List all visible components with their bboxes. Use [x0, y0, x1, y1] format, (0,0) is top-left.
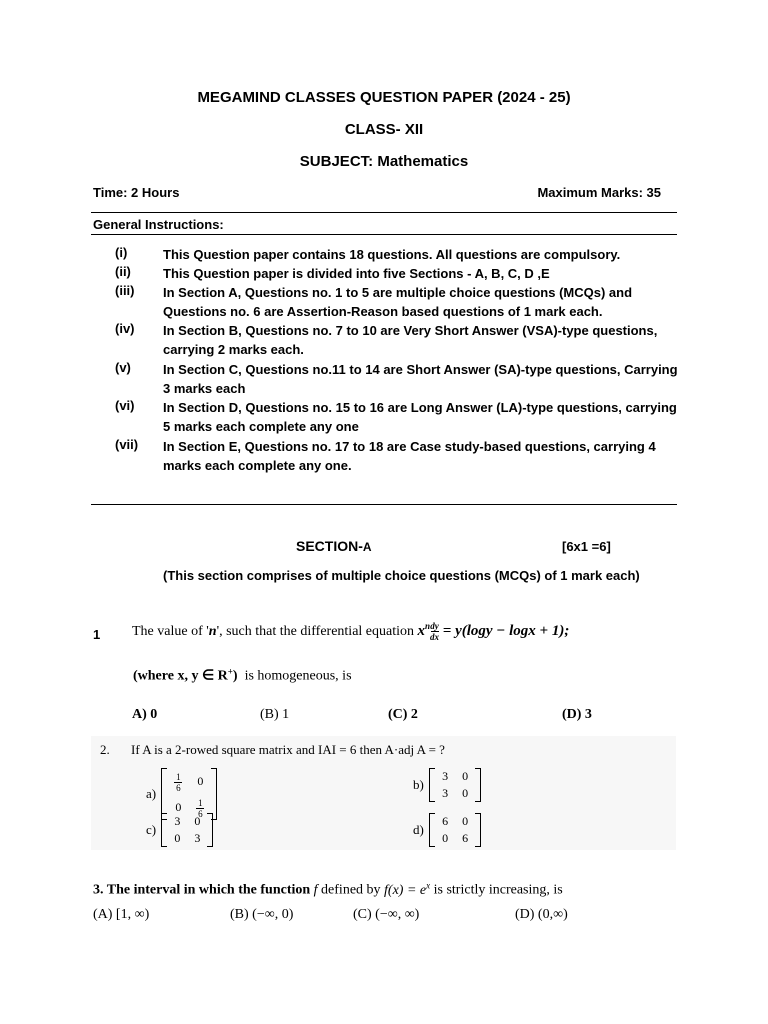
- q1-text-end: is homogeneous, is: [244, 668, 352, 684]
- question-1-where: [133, 666, 352, 685]
- instruction-text: In Section C, Questions no.11 to 14 are Short Answer (SA)-type questions, Carrying 3 marks each: [163, 362, 678, 396]
- divider: [91, 234, 677, 235]
- denominator: 6: [198, 809, 203, 819]
- section-a-description: (This section comprises of multiple choice questions (MCQs) of 1 mark each): [163, 568, 640, 583]
- q3-text-pre: 3. The interval in which the function: [93, 882, 311, 898]
- matrix-cell: 0: [462, 786, 469, 800]
- matrix-cell: 6: [442, 814, 449, 828]
- q1-where-end: ): [232, 668, 238, 684]
- instruction-num: (i): [115, 245, 128, 260]
- matrix-cell: 0: [197, 773, 204, 788]
- option-b: [413, 768, 481, 802]
- matrix: [429, 813, 481, 847]
- matrix: [161, 813, 213, 847]
- class-label: CLASS- XII: [344, 121, 424, 138]
- time-label: Time: 2 Hours: [93, 185, 180, 200]
- numerator: 1: [176, 772, 181, 782]
- instruction-text: In Section D, Questions no. 15 to 16 are Long Answer (LA)-type questions, carrying 5 marks each complete any one: [163, 400, 677, 434]
- instruction-text: This Question paper contains 18 questions. All questions are compulsory.: [163, 247, 621, 262]
- option-d: (D) 3: [562, 707, 592, 722]
- section-a-title: [296, 538, 372, 554]
- q1-where: (where x, y ∈ R: [133, 668, 228, 684]
- matrix-cell: 6: [462, 831, 469, 845]
- numerator: 1: [198, 798, 203, 808]
- q3-text-end: is strictly increasing, is: [433, 882, 563, 898]
- q3-f: f: [313, 882, 318, 898]
- instruction-num: (v): [115, 360, 131, 375]
- subject-value: Mathematics: [377, 153, 469, 170]
- option-a: (A) [1, ∞): [93, 907, 150, 922]
- instruction-text: In Section E, Questions no. 17 to 18 are Case study-based questions, carrying 4 marks each complete any one.: [163, 439, 656, 473]
- subject-label: SUBJECT:: [299, 153, 374, 170]
- question-3-text: [93, 880, 563, 899]
- matrix-cell: 0: [194, 814, 201, 828]
- max-marks-label: Maximum Marks: 35: [537, 185, 661, 200]
- divider: [91, 504, 677, 505]
- matrix-cell: 0: [462, 814, 469, 828]
- q1-text-pre: The value of ': [132, 624, 209, 639]
- instruction-num: (iii): [115, 283, 135, 298]
- option-d: (D) (0,∞): [515, 907, 568, 922]
- matrix-cell: 3: [194, 831, 201, 845]
- matrix-cell: 0: [175, 799, 182, 814]
- matrix-cell: 0: [442, 831, 449, 845]
- option-label: c): [146, 822, 157, 837]
- instruction-num: (vi): [115, 398, 135, 413]
- question-number: 2.: [100, 742, 110, 757]
- subject-line: [0, 153, 768, 170]
- section-title-text: SECTION-: [296, 538, 363, 554]
- denominator: 6: [176, 783, 181, 793]
- instruction-num: (iv): [115, 321, 135, 336]
- option-label: d): [413, 822, 424, 837]
- instruction-num: (ii): [115, 264, 131, 279]
- q1-text-mid: ', such that the differential equation: [216, 624, 414, 639]
- section-a-marks: [6x1 =6]: [562, 539, 611, 554]
- q1-var: n: [208, 624, 217, 639]
- instructions-heading: General Instructions:: [93, 217, 224, 232]
- q1-where-sup: +: [227, 666, 233, 676]
- section-letter: A: [362, 540, 372, 554]
- q3-text-mid: defined by: [321, 882, 381, 898]
- option-label: a): [146, 786, 157, 801]
- option-c: (C) (−∞, ∞): [353, 907, 420, 922]
- question-1-text: [132, 621, 569, 642]
- instruction-text: This Question paper is divided into five Sections - A, B, C, D ,E: [163, 266, 550, 281]
- matrix-cell: 3: [174, 814, 181, 828]
- instruction-num: (vii): [115, 437, 139, 452]
- option-label: b): [413, 777, 424, 792]
- question-2-text: If A is a 2-rowed square matrix and IAI = 6 then A·adj A = ?: [131, 742, 445, 757]
- differential-equation: $x^n$ $\frac{dy}{dx}$ = y(logy − logx + 1);: [417, 621, 570, 643]
- option-b: (B) 1: [260, 707, 290, 722]
- question-number: 1: [93, 627, 101, 642]
- option-d: [413, 813, 481, 847]
- instruction-text: In Section A, Questions no. 1 to 5 are multiple choice questions (MCQs) and Questions no. 6 are Assertion-Reason based questions of 1 mark each.: [163, 285, 633, 319]
- function-definition: $f(x) = e^x$: [384, 880, 431, 898]
- matrix-cell: 0: [462, 769, 469, 783]
- matrix-cell: 0: [174, 831, 181, 845]
- matrix-cell: 3: [442, 786, 449, 800]
- option-c: (C) 2: [388, 707, 418, 722]
- option-a: A) 0: [132, 707, 158, 722]
- option-b: (B) (−∞, 0): [230, 907, 294, 922]
- divider: [91, 212, 677, 213]
- paper-title: MEGAMIND CLASSES QUESTION PAPER (2024 - 25): [197, 89, 571, 106]
- matrix: [429, 768, 481, 802]
- matrix-cell: 3: [442, 769, 449, 783]
- option-c: [146, 813, 213, 847]
- instruction-text: In Section B, Questions no. 7 to 10 are Very Short Answer (VSA)-type questions, carrying 2 marks each.: [163, 323, 658, 357]
